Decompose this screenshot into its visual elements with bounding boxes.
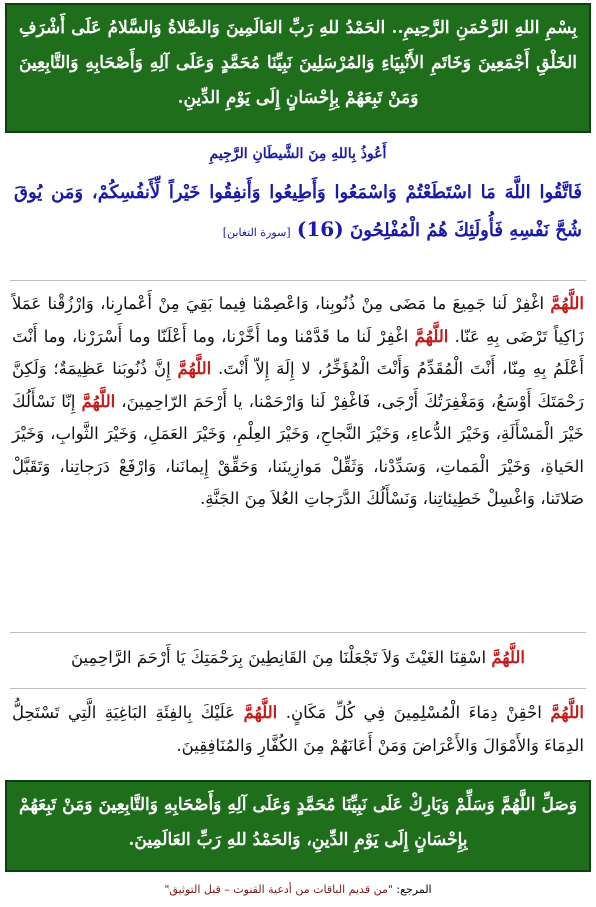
allahumma-word: اللَّهُمَّ	[81, 391, 116, 411]
allahumma-word: اللَّهُمَّ	[500, 795, 536, 815]
allahumma-word: اللَّهُمَّ	[491, 648, 525, 667]
dua-text: عَلَيْكَ بِالفِئَةِ البَاغِيَةِ الَّتِي تَسْتَحِلُّ الدِمَاءَ وَالأَمْوَالَ وَالأَعْرَاضَ وَمَنْ أَعَانَهُمْ مِنَ الكُفَّارِ وَالمُنَافِقِينَ.	[12, 703, 584, 755]
dua-text: إِنَّ ذُنُوبَنا عَظِيمَةٌ؛ وَلَكِنَّ رَحْمَتَكَ أَوْسَعُ، وَمَغْفِرَتُكَ أَرْجَى، فَاغْفِرْ لَنا وَارْحَمْنا، يا أَرْحَمَ الرّاحِمِينَ،	[12, 359, 584, 411]
surah-reference: [سورة التغابن]	[222, 226, 291, 239]
ayah-text: فَاتَّقُوا اللَّهَ مَا اسْتَطَعْتُمْ وَاسْمَعُوا وَأَطِيعُوا وَأَنفِقُوا خَيْراً لِّأَنفُسِكُمْ، وَمَن يُوقَ شُحَّ نَفْسِهِ فَأُولَئِكَ هُمُ الْمُفْلِحُونَ	[14, 182, 582, 241]
dua-text: اغْفِرْ لَنا جَمِيعَ ما مَضَى مِنْ ذُنُوبِنا، وَاعْصِمْنا فِيما بَقِيَ مِنْ أَعْمارِنا، وَارْزُقْنا عَمَلاً زَاكِياً تَرْضَى بِهِ عَنّا.	[12, 294, 584, 346]
allahumma-word: اللَّهُمَّ	[414, 326, 449, 346]
closing-text: وَصَلِّ	[541, 795, 577, 815]
dua-rain-block	[12, 642, 584, 675]
divider	[10, 688, 586, 689]
allahumma-word: اللَّهُمَّ	[243, 703, 278, 722]
dua-text: احْقِنْ دِمَاءَ الْمُسْلِمِينَ فِي كُلِّ مَكَانٍ.	[285, 703, 542, 722]
reference-line	[0, 883, 596, 896]
dua-text: اسْقِنَا الغَيْثَ وَلاَ تَجْعَلْنَا مِنَ القَانِطِينَ بِرَحْمَتِكَ يَا أَرْحَمَ الرَّاحِمِينَ	[71, 648, 487, 667]
closing-salutation-box	[5, 780, 591, 872]
quran-ayah	[14, 174, 582, 251]
closing-text: وَسَلِّمْ وَبَارِكْ عَلَى نَبِيِّنَا مُحَمَّدٍ وَعَلَى آلِهِ وَأَصْحَابِهِ وَالتَّابِعِينَ وَمَنْ تَبِعَهُمْ بِإِحْسَانٍ إِلَى يَوْمِ الدِّينِ، وَالحَمْدُ للهِ رَبِّ العَالَمِينَ.	[19, 795, 495, 850]
dua-text: اغْفِرْ لَنا ما قَدَّمْنا وما أَخَّرْنا، وما أَعْلَنّا وما أَسْرَرْنا، وما أَنْتَ أَعْلَمُ بِهِ مِنّا، أَنْتَ الْمُقَدِّمُ وَأَنْتَ الْمُؤَخِّرُ، لا إِلَهَ إِلاّ أَنْتَ.	[12, 326, 585, 378]
reference-label: المرجع:	[396, 883, 432, 896]
dua-text: إِنّا نَسْأَلُكَ خَيْرَ الْمَسْأَلَةِ، وَخَيْرَ الدُّعاءِ، وَخَيْرَ النَّجاحِ، وَخَيْرَ العِلْمِ، وَخَيْرَ العَمَلِ، وَخَيْرَ الثَّوابِ، وَخَيْرَ الحَياةِ، وَخَيْرَ الْمَماتِ، وَسَدِّدْنا، وَثَقِّلْ مَوازِينَنا، وَحَقِّقْ إِيمانَنا، وَارْفَعْ دَرَجاتِنا، وَتَقَبَّلْ صَلاتَنا، وَاغْسِلْ خَطِيئاتِنا، وَنَسْأَلُكَ الدَّرَجاتِ العُلاَ مِنَ الجَنَّةِ.	[12, 391, 584, 508]
divider	[10, 280, 586, 281]
dua-forgiveness-block	[12, 288, 584, 516]
opening-praise-box	[5, 3, 591, 133]
allahumma-word: اللَّهُمَّ	[550, 294, 584, 313]
ayah-number: (16)	[296, 217, 344, 241]
dua-protection-block	[12, 697, 584, 762]
reference-source: "من قديم الباقات من أدعية القنوت – قبل التوثيق"	[164, 883, 393, 896]
allahumma-word: اللَّهُمَّ	[550, 703, 584, 722]
taawwudh-line: أَعُوذُ بِاللهِ مِنَ الشَّيطَانِ الرَّجِيمِ	[209, 146, 387, 162]
allahumma-word: اللَّهُمَّ	[177, 359, 212, 378]
divider	[10, 632, 586, 633]
opening-praise-text: بِسْمِ اللهِ الرَّحْمَنِ الرَّحِيمِ.. الحَمْدُ للهِ رَبِّ العَالَمِينَ وَالصَّلاةُ وَالسَّلامُ عَلَى أَشْرَفِ الخَلْقِ أَجْمَعِينَ وَخَاتَمِ الأَنْبِيَاءِ وَالمُرْسَلِينَ نَبِيِّنَا مُحَمَّدٍ وَعَلَى آلِهِ وَأَصْحَابِهِ وَالتَّابِعِينَ وَمَنْ تَبِعَهُمْ بِإِحْسَانٍ إِلَى يَوْمِ الدِّينِ.	[19, 18, 577, 108]
